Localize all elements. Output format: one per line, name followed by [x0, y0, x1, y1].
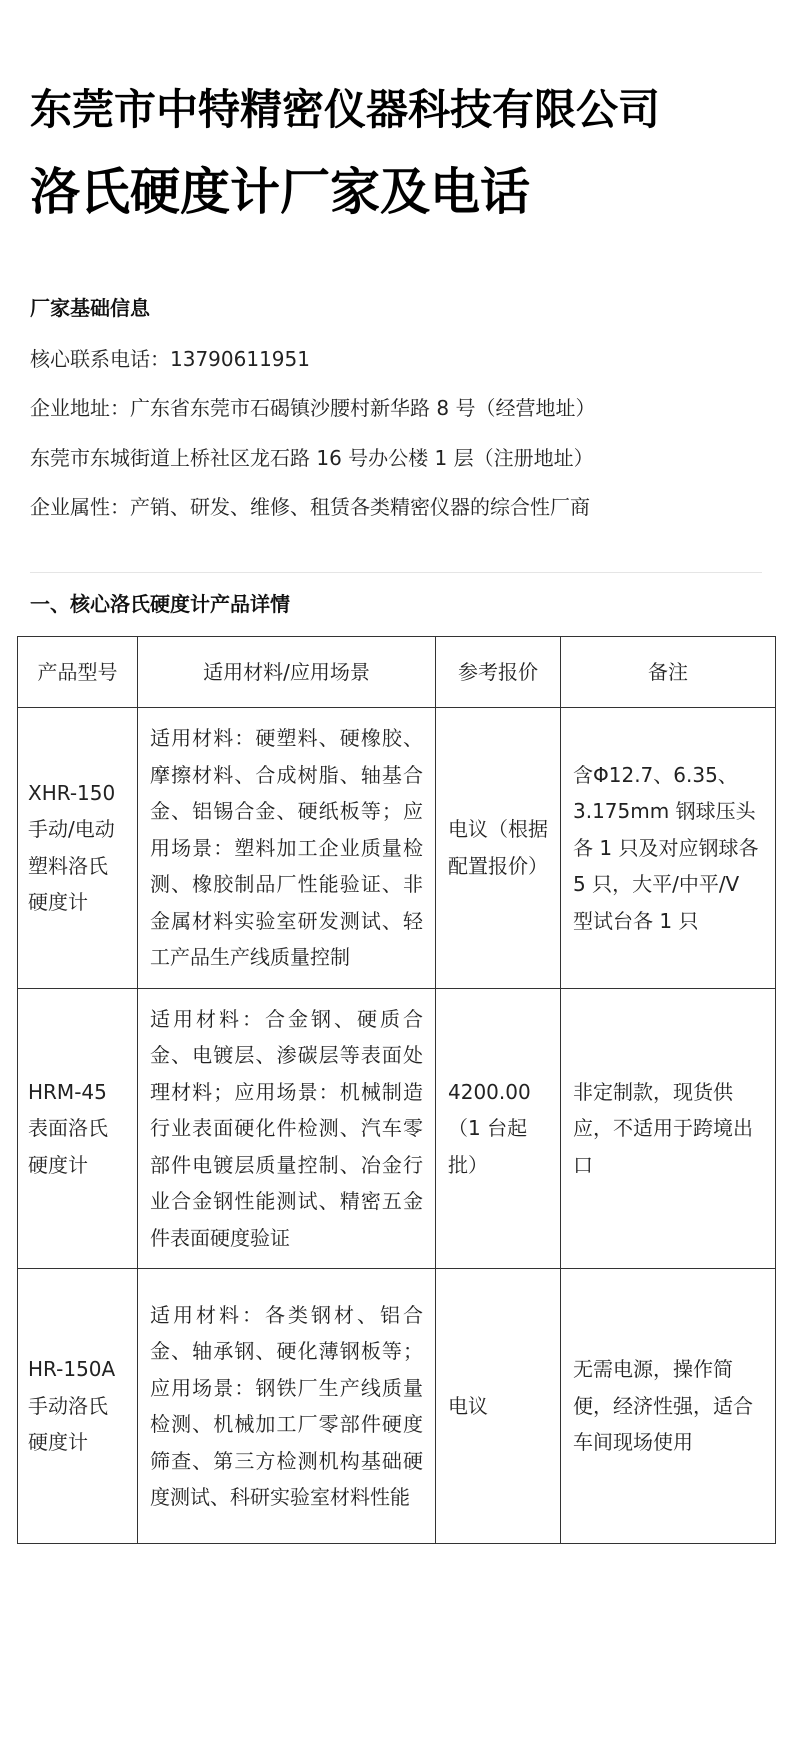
cell-remark: 非定制款，现货供应，不适用于跨境出口: [561, 988, 776, 1269]
company-attribute: 企业属性：产销、研发、维修、租赁各类精密仪器的综合性厂商: [30, 495, 590, 519]
products-heading: 一、核心洛氏硬度计产品详情: [30, 592, 290, 616]
cell-remark: 无需电源，操作简便，经济性强，适合车间现场使用: [561, 1269, 776, 1544]
cell-usage: 适用材料：合金钢、硬质合金、电镀层、渗碳层等表面处理材料；应用场景：机械制造行业表面硬化件检测、汽车零部件电镀层质量控制、冶金行业合金钢性能测试、精密五金件表面硬度验证: [138, 988, 436, 1269]
table-row: [18, 988, 776, 1269]
page-title: 洛氏硬度计厂家及电话: [30, 163, 530, 221]
company-name-title: 东莞市中特精密仪器科技有限公司: [30, 85, 661, 134]
cell-usage: 适用材料：硬塑料、硬橡胶、摩擦材料、合成树脂、轴基合金、铝锡合金、硬纸板等；应用场景：塑料加工企业质量检测、橡胶制品厂性能验证、非金属材料实验室研发测试、轻工产品生产线质量控制: [138, 708, 436, 989]
table-row: [18, 1269, 776, 1544]
column-header-price: 参考报价: [436, 637, 561, 708]
cell-price: 4200.00（1 台起批）: [436, 988, 561, 1269]
section-divider: [30, 572, 762, 573]
cell-price: 电议（根据配置报价）: [436, 708, 561, 989]
column-header-remark: 备注: [561, 637, 776, 708]
cell-model: XHR-150 手动/电动塑料洛氏硬度计: [18, 708, 138, 989]
registered-address: 东莞市东城街道上桥社区龙石路 16 号办公楼 1 层（注册地址）: [30, 446, 594, 470]
column-header-model: 产品型号: [18, 637, 138, 708]
table-row: [18, 708, 776, 989]
products-table: [17, 636, 776, 1544]
column-header-usage: 适用材料/应用场景: [138, 637, 436, 708]
table-header-row: [18, 637, 776, 708]
cell-price: 电议: [436, 1269, 561, 1544]
cell-usage: 适用材料：各类钢材、铝合金、轴承钢、硬化薄钢板等；应用场景：钢铁厂生产线质量检测、机械加工厂零部件硬度筛查、第三方检测机构基础硬度测试、科研实验室材料性能: [138, 1269, 436, 1544]
cell-model: HR-150A 手动洛氏硬度计: [18, 1269, 138, 1544]
contact-phone: 核心联系电话：13790611951: [30, 347, 310, 371]
cell-remark: 含Φ12.7、6.35、3.175mm 钢球压头各 1 只及对应钢球各 5 只，大平/中平/V 型试台各 1 只: [561, 708, 776, 989]
basic-info-heading: 厂家基础信息: [30, 296, 150, 320]
cell-model: HRM-45 表面洛氏硬度计: [18, 988, 138, 1269]
business-address: 企业地址：广东省东莞市石碣镇沙腰村新华路 8 号（经营地址）: [30, 396, 596, 420]
